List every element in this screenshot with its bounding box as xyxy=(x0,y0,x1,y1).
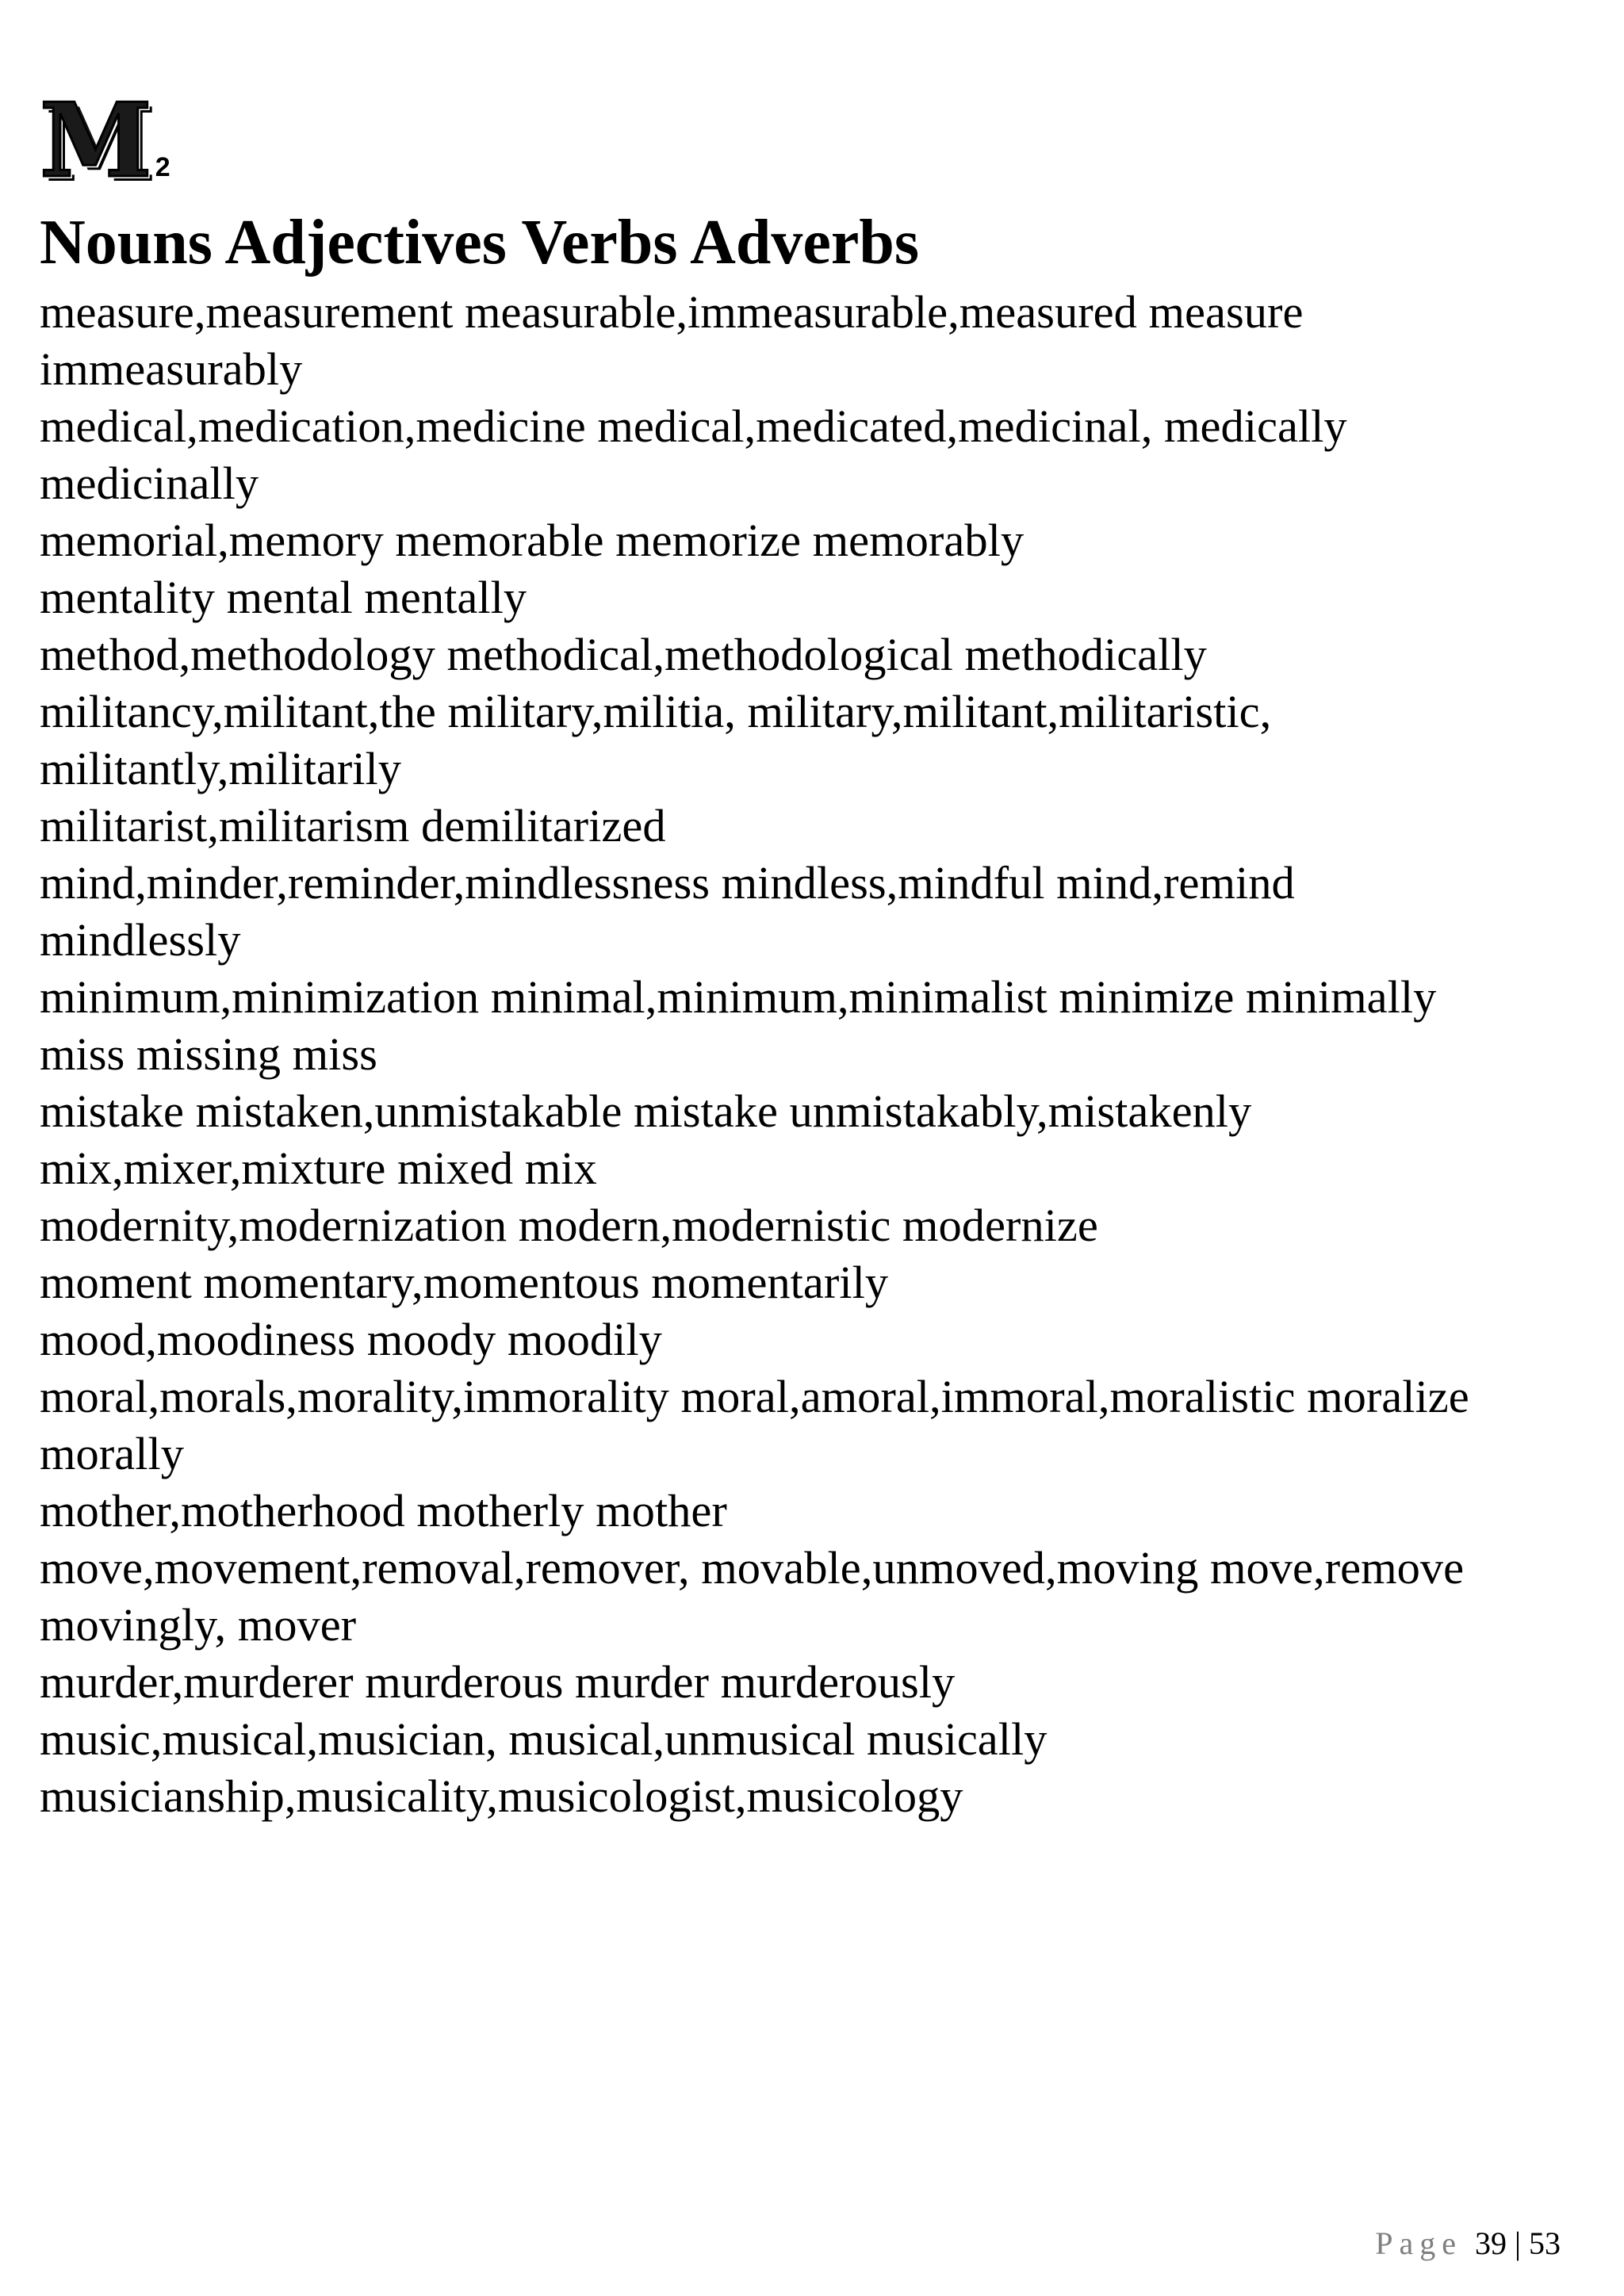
word-line: minimum,minimization minimal,minimum,minimalist minimize minimally xyxy=(40,971,1437,1023)
word-line: mentality mental mentally xyxy=(40,572,527,623)
logo-subscript: 2 xyxy=(155,152,170,182)
word-line: mindlessly xyxy=(40,914,241,966)
word-list xyxy=(40,284,1586,1825)
word-line: measure,measurement measurable,immeasurable,measured measure xyxy=(40,286,1304,338)
word-line: medicinally xyxy=(40,457,259,509)
word-line: militarist,militarism demilitarized xyxy=(40,800,666,851)
word-line: mind,minder,reminder,mindlessness mindless,mindful mind,remind xyxy=(40,857,1295,909)
word-line: moral,morals,morality,immorality moral,amoral,immoral,moralistic moralize xyxy=(40,1371,1469,1422)
word-line: mix,mixer,mixture mixed mix xyxy=(40,1142,597,1194)
word-line: memorial,memory memorable memorize memorably xyxy=(40,515,1025,566)
word-line: immeasurably xyxy=(40,343,303,395)
logo-letter: M xyxy=(40,82,149,201)
section-logo xyxy=(40,73,1586,201)
word-line: mood,moodiness moody moodily xyxy=(40,1314,662,1365)
page-number: 39 | 53 xyxy=(1474,2225,1561,2261)
word-line: miss missing miss xyxy=(40,1028,377,1080)
word-line: movingly, mover xyxy=(40,1599,357,1651)
word-line: militancy,militant,the military,militia, military,militant,militaristic, xyxy=(40,686,1272,737)
page-footer xyxy=(1375,2225,1561,2263)
word-line: music,musical,musician, musical,unmusical musically xyxy=(40,1713,1048,1765)
word-line: method,methodology methodical,methodological methodically xyxy=(40,629,1207,680)
word-line: mistake mistaken,unmistakable mistake unmistakably,mistakenly xyxy=(40,1085,1252,1137)
word-line: moment momentary,momentous momentarily xyxy=(40,1257,889,1308)
word-line: medical,medication,medicine medical,medicated,medicinal, medically xyxy=(40,400,1347,452)
word-line: militantly,militarily xyxy=(40,743,402,794)
document-page xyxy=(40,73,1586,1825)
word-line: morally xyxy=(40,1428,184,1479)
section-heading: Nouns Adjectives Verbs Adverbs xyxy=(40,208,920,277)
word-line: move,movement,removal,remover, movable,unmoved,moving move,remove xyxy=(40,1542,1465,1594)
word-line: murder,murderer murderous murder murderously xyxy=(40,1656,956,1708)
word-line: musicianship,musicality,musicologist,musicology xyxy=(40,1770,963,1822)
word-line: mother,motherhood motherly mother xyxy=(40,1485,727,1536)
page-label: Page xyxy=(1375,2225,1462,2261)
word-line: modernity,modernization modern,modernistic modernize xyxy=(40,1200,1098,1251)
